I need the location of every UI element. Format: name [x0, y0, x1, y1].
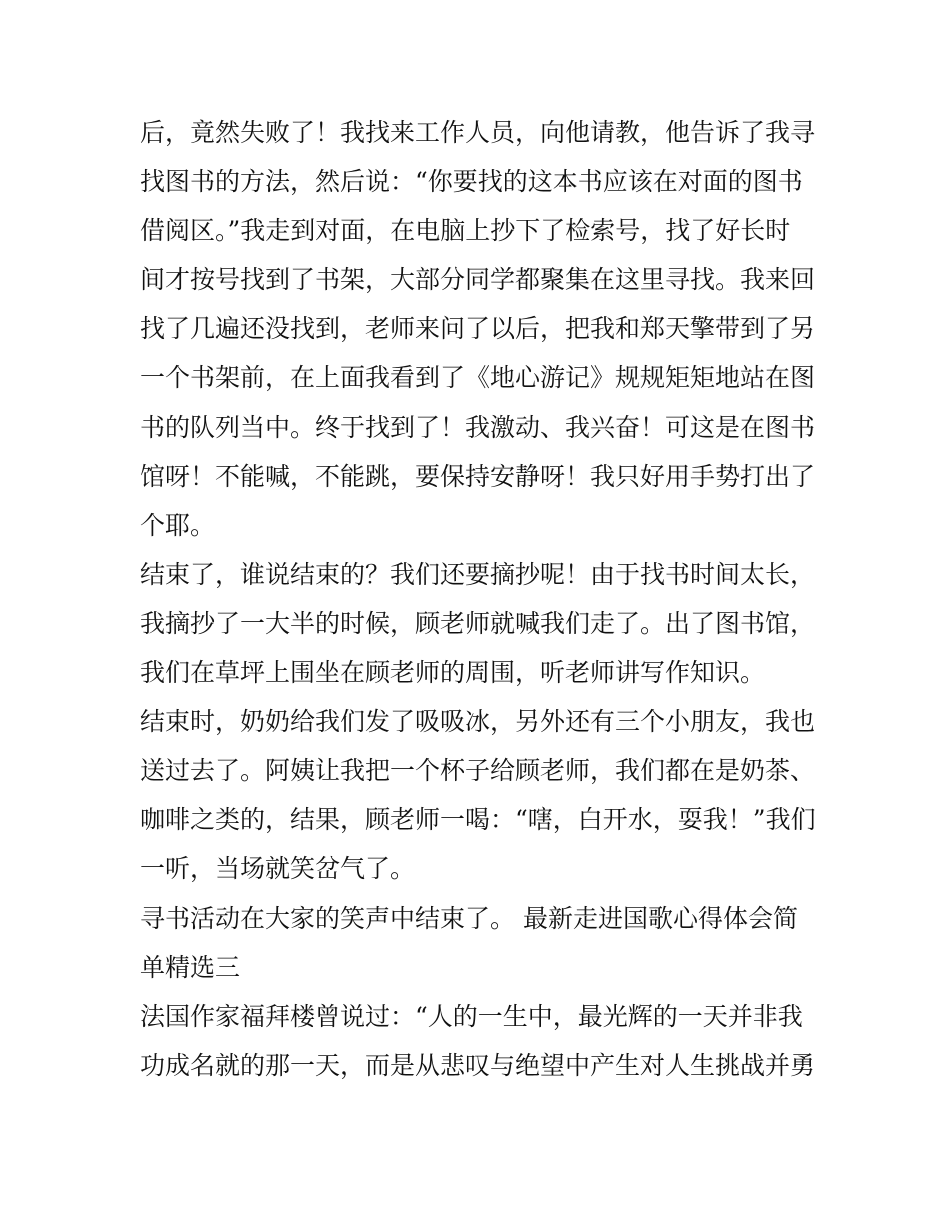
- text-line: 咖啡之类的，结果，顾老师一喝：“嗐，白开水，耍我！”我们: [140, 805, 816, 835]
- text-line: 一听，当场就笑岔气了。: [140, 854, 416, 884]
- text-line: 功成名就的那一天，而是从悲叹与绝望中产生对人生挑战并勇: [140, 1050, 816, 1080]
- text-line: 法国作家福拜楼曾说过：“人的一生中，最光辉的一天并非我: [140, 1001, 803, 1031]
- text-line: 个耶。: [140, 510, 216, 540]
- text-line: 送过去了。阿姨让我把一个杯子给顾老师，我们都在是奶茶、: [140, 756, 816, 786]
- text-line: 单精选三: [140, 952, 241, 982]
- text-line: 找图书的方法，然后说：“你要找的这本书应该在对面的图书: [140, 167, 803, 197]
- text-line: 一个书架前，在上面我看到了《地心游记》规规矩矩地站在图: [140, 363, 816, 393]
- body-text: [140, 108, 820, 1090]
- text-line: 寻书活动在大家的笑声中结束了。 最新走进国歌心得体会简: [140, 903, 798, 933]
- text-line: 间才按号找到了书架，大部分同学都聚集在这里寻找。我来回: [140, 265, 816, 295]
- text-line: 后，竟然失败了！我找来工作人员，向他请教，他告诉了我寻: [140, 118, 816, 147]
- text-line: 书的队列当中。终于找到了！我激动、我兴奋！可这是在图书: [140, 412, 816, 442]
- text-line: 结束了，谁说结束的？我们还要摘抄呢！由于找书时间太长，: [140, 559, 816, 589]
- text-line: 我们在草坪上围坐在顾老师的周围，听老师讲写作知识。: [140, 658, 766, 688]
- text-line: 借阅区。”我走到对面，在电脑上抄下了检索号，找了好长时: [140, 216, 791, 246]
- text-line: 馆呀！不能喊，不能跳，要保持安静呀！我只好用手势打出了: [140, 461, 816, 491]
- text-line: 找了几遍还没找到，老师来问了以后，把我和郑天擎带到了另: [140, 314, 816, 344]
- text-line: 结束时，奶奶给我们发了吸吸冰，另外还有三个小朋友，我也: [140, 707, 816, 737]
- text-line: 我摘抄了一大半的时候，顾老师就喊我们走了。出了图书馆，: [140, 608, 816, 638]
